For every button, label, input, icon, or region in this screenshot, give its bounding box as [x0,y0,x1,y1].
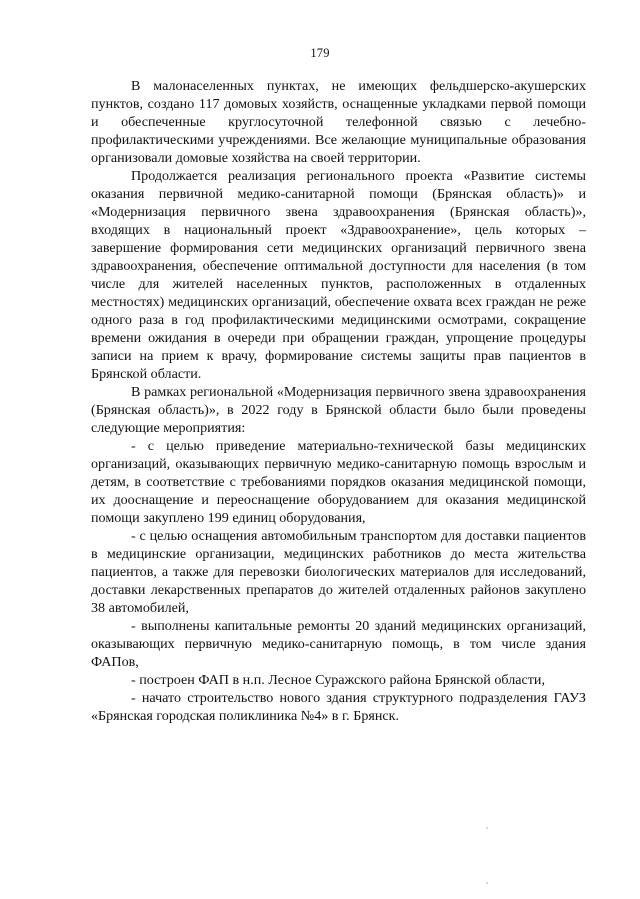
list-item-repairs: - выполнены капитальные ремонты 20 зданий медицинских организаций, оказывающих первичную медико-санитарную помощь, в том числе здания ФАПов, [91,618,586,670]
body-text [91,77,586,725]
list-item-equipment: - с целью приведение материально-технической базы медицинских организаций, оказывающих первичную медико-санитарную помощь взрослым и детям, в соответствие с требованиями порядков оказания медицинской помощи, их дооснащение и переоснащение оборудованием для оказания медицинской помощи закуплено 199 единиц оборудования, [91,438,586,526]
list-item-fap-built: - построен ФАП в н.п. Лесное Суражского района Брянской области, [131,672,545,688]
scan-speck [486,827,488,829]
paragraph-measures-intro: В рамках региональной «Модернизация первичного звена здравоохранения (Брянская область)», в 2022 году в Брянской области было были проведены следующие мероприятия: [91,384,586,436]
list-item-new-building: - начато строительство нового здания структурного подразделения ГАУЗ «Брянская городская поликлиника №4» в г. Брянск. [91,690,586,724]
paragraph-households: В малонаселенных пунктах, не имеющих фельдшерско-акушерских пунктов, создано 117 домовых хозяйств, оснащенные укладками первой помощи и обеспеченные круглосуточной телефонной связью с лечебно-профилактическими учреждениями. Все желающие муниципальные образования организовали домовые хозяйства на своей территории. [91,78,586,166]
page-number: 179 [310,46,330,60]
list-item-vehicles: - с целью оснащения автомобильным транспортом для доставки пациентов в медицинские организации, медицинских работников до места жительства пациентов, а также для перевозки биологических материалов для исследований, доставки лекарственных препаратов до жителей отдаленных районов закуплено 38 автомобилей, [91,528,586,616]
paragraph-regional-projects: Продолжается реализация регионального проекта «Развитие системы оказания первичной медико-санитарной помощи (Брянская область)» и «Модернизация первичного звена здравоохранения (Брянская область)», входящих в национальный проект «Здравоохранение», цель которых – завершение формирования сети медицинских организаций первичного звена здравоохранения, обеспечение оптимальной доступности для населения (в том числе для жителей населенных пунктов, расположенных в отдаленных местностях) медицинских организаций, обеспечение охвата всех граждан не реже одного раза в год профилактическими медицинскими осмотрами, сокращение времени ожидания в очереди при обращении граждан, упрощение процедуры записи на прием к врачу, формирование системы защиты прав пациентов в Брянской области. [91,168,586,382]
scan-speck [486,882,488,884]
